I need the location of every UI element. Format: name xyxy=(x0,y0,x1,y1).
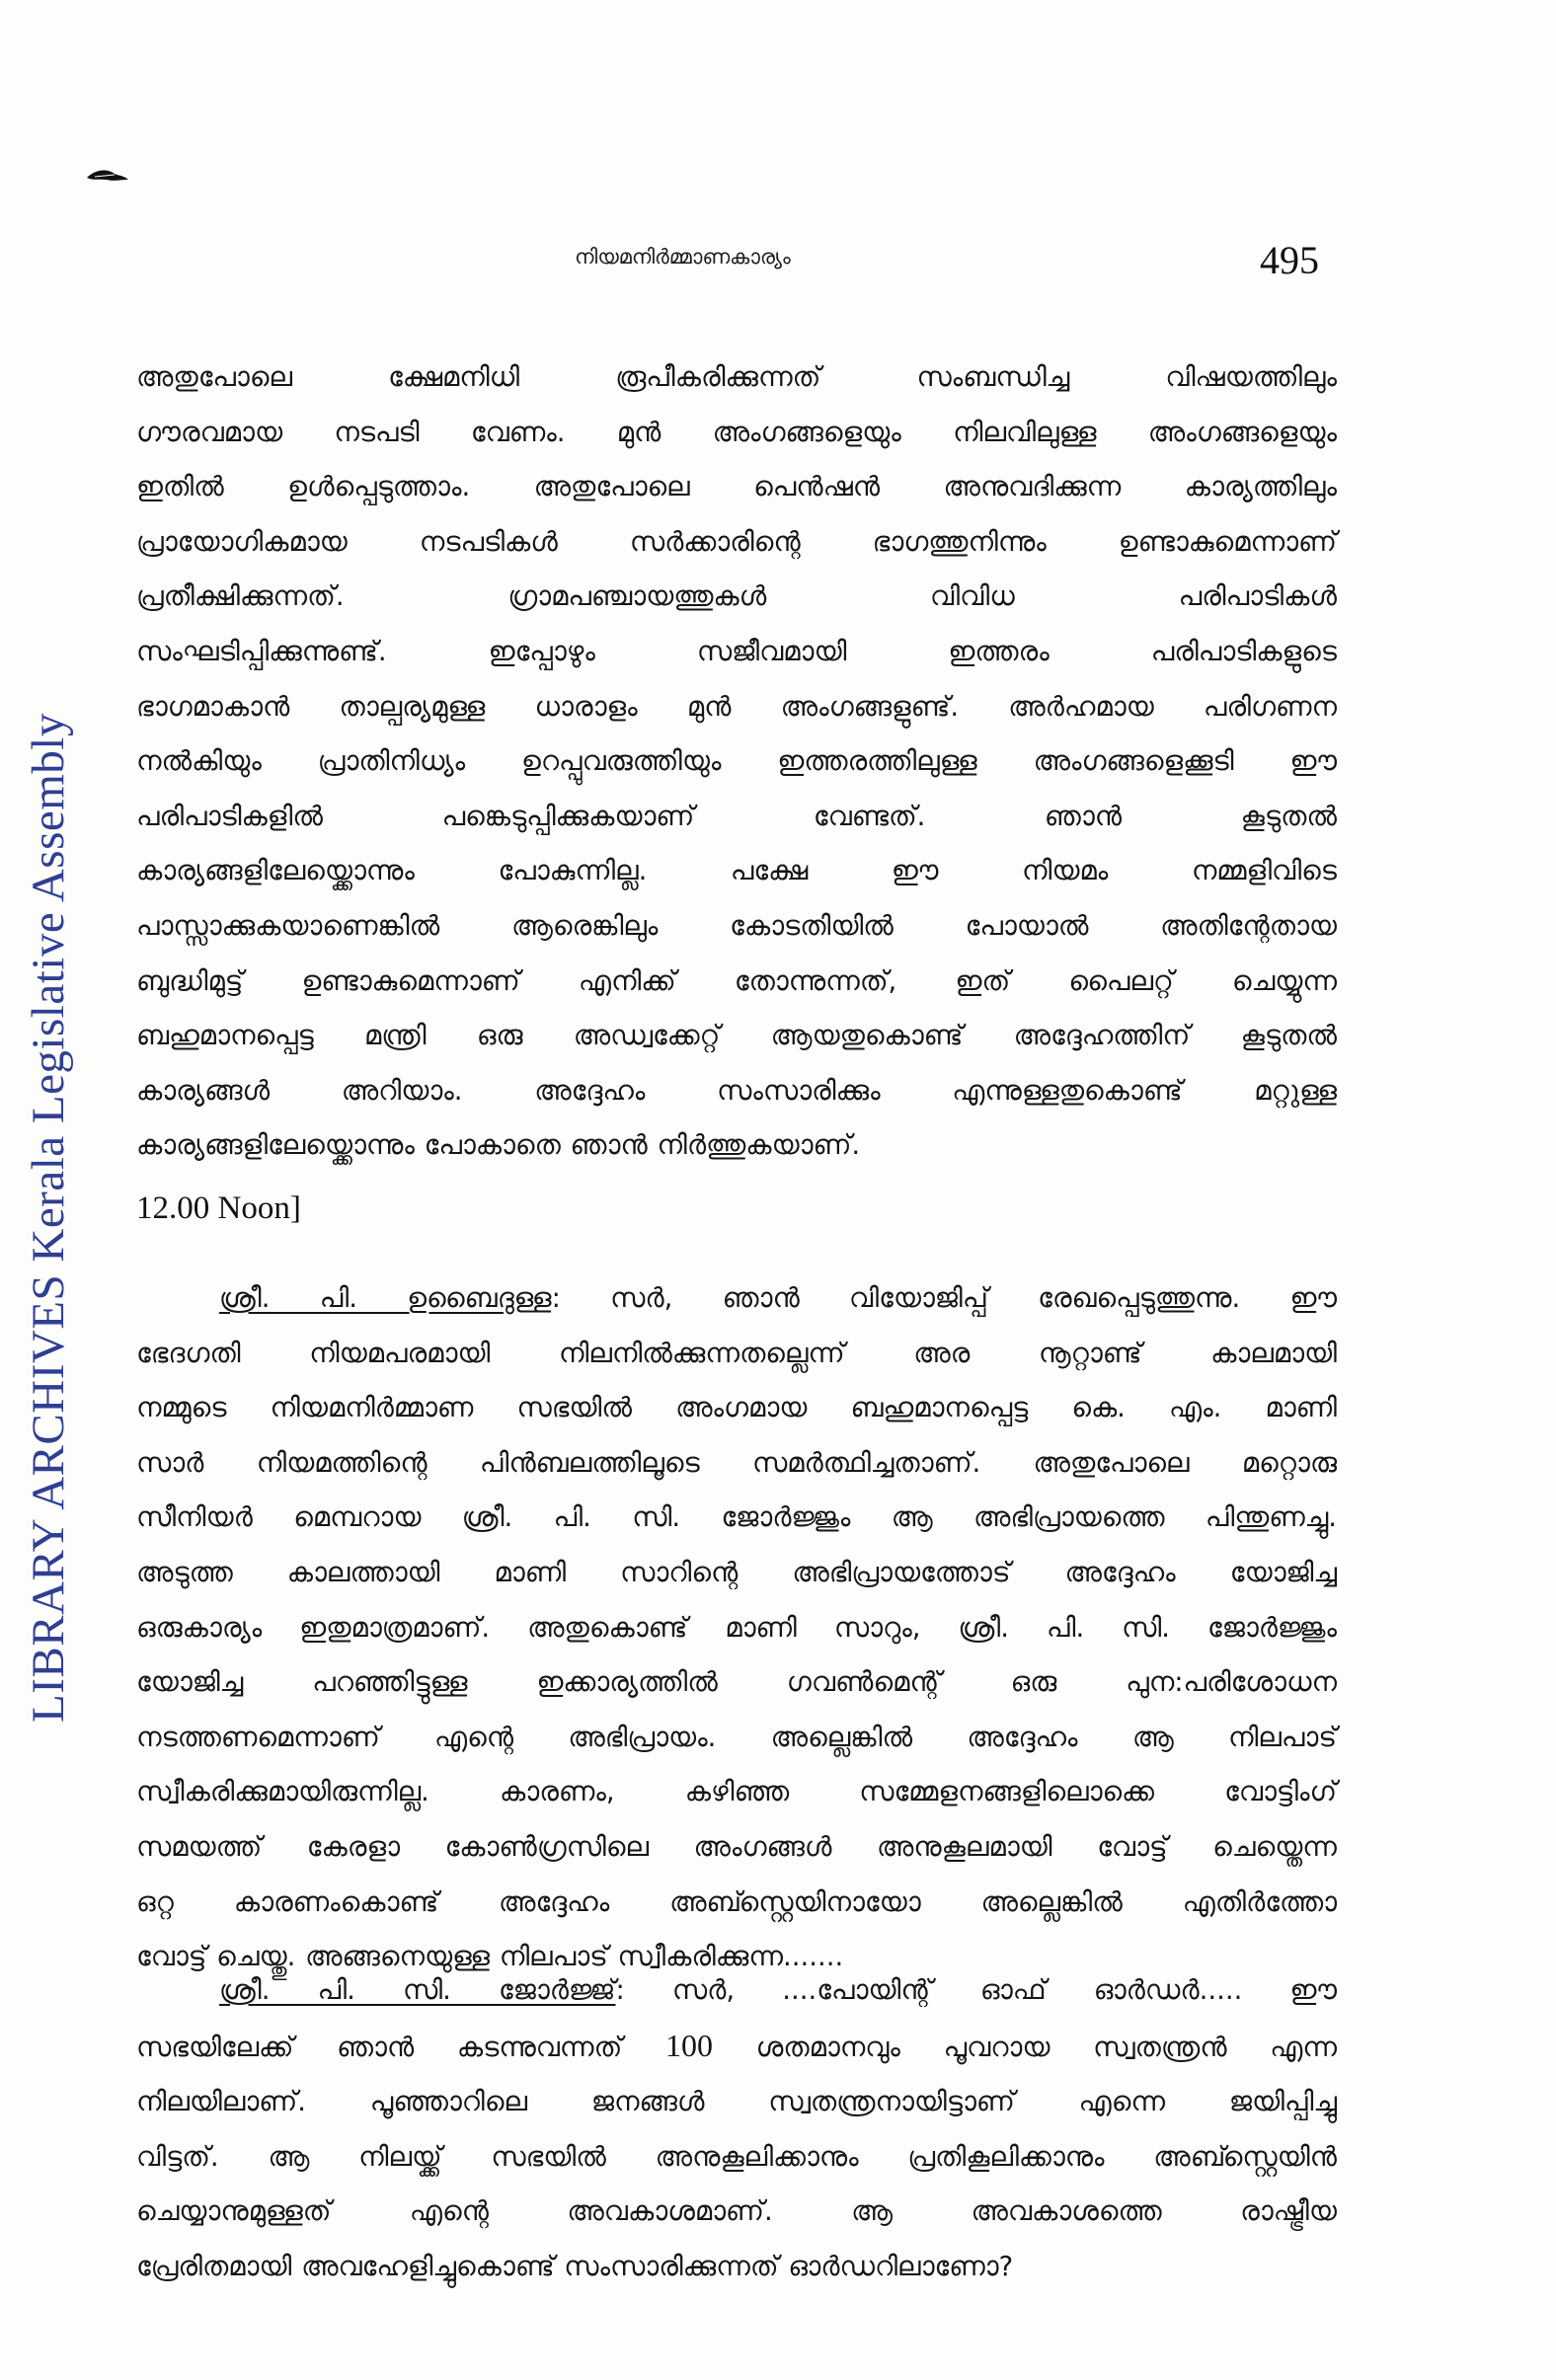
text-line: കാര്യങ്ങൾ അറിയാം. അദ്ദേഹം സംസാരിക്കും എന്നുള്ളതുകൊണ്ട് മറ്റുള്ള xyxy=(136,1074,1337,1107)
text-line: പ്രായോഗികമായ നടപടികൾ സർക്കാരിന്റെ ഭാഗത്തുനിന്നും ഉണ്ടാകുമെന്നാണ് xyxy=(136,525,1337,558)
line-text: ശതമാനവും പൂവറായ സ്വതന്ത്രൻ എന്ന xyxy=(712,2031,1337,2063)
text-line: ബുദ്ധിമുട്ട് ഉണ്ടാകുമെന്നാണ് എനിക്ക് തോന്നുന്നത്, ഇത് പൈലറ്റ് ചെയ്യുന്ന xyxy=(136,964,1337,997)
running-title: നിയമനിർമ്മാണകാര്യം xyxy=(575,245,791,269)
text-line: നൽകിയും പ്രാതിനിധ്യം ഉറപ്പുവരുത്തിയും ഇത്തരത്തിലുള്ള അംഗങ്ങളെക്കൂടി ഈ xyxy=(136,745,1337,778)
text-line: സമയത്ത് കേരളാ കോൺഗ്രസിലെ അംഗങ്ങൾ അനുകൂലമായി വോട്ട് ചെയ്തെന്ന xyxy=(136,1830,1337,1863)
text-line: അടുത്ത കാലത്തായി മാണി സാറിന്റെ അഭിപ്രായത്തോട് അദ്ദേഹം യോജിച്ച xyxy=(136,1556,1337,1588)
text-line: ഭേദഗതി നിയമപരമായി നിലനിൽക്കുന്നതല്ലെന്ന് അര നൂറ്റാണ്ട് കാലമായി xyxy=(136,1337,1337,1369)
text-line: സീനിയർ മെമ്പറായ ശ്രീ. പി. സി. ജോർജ്ജും ആ അഭിപ്രായത്തെ പിന്തുണച്ചു. xyxy=(136,1501,1337,1534)
text-line: നമ്മുടെ നിയമനിർമ്മാണ സഭയിൽ അംഗമായ ബഹുമാനപ്പെട്ട കെ. എം. മാണി xyxy=(136,1392,1337,1424)
time-stamp: 12.00 Noon] xyxy=(136,1190,301,1226)
speaker-name: ശ്രീ. പി. സി. ജോർജ്ജ് xyxy=(219,1974,616,2006)
speech-2-opening: : സർ, ....പോയിന്റ് ഓഫ് ഓർഡർ..... ഈ xyxy=(615,1974,1337,2006)
text-line: പരിപാടികളിൽ പങ്കെടുപ്പിക്കുകയാണ് വേണ്ടത്. ഞാൻ കൂടുതൽ xyxy=(136,800,1337,832)
feather-mark-icon xyxy=(85,166,130,186)
text-line: ഗൗരവമായ നടപടി വേണം. മുൻ അംഗങ്ങളെയും നിലവിലുള്ള അംഗങ്ങളെയും xyxy=(136,416,1337,448)
percent-number: 100 xyxy=(664,2027,713,2063)
text-line: സംഘടിപ്പിക്കുന്നുണ്ട്. ഇപ്പോഴും സജീവമായി ഇത്തരം പരിപാടികളുടെ xyxy=(136,635,1337,667)
text-line: ചെയ്യാനുമുള്ളത് എന്റെ അവകാശമാണ്. ആ അവകാശത്തെ രാഷ്ട്രീയ xyxy=(136,2195,1337,2228)
text-line: ഇതിൽ ഉൾപ്പെടുത്താം. അതുപോലെ പെൻഷൻ അനുവദിക്കുന്ന കാര്യത്തിലും xyxy=(136,471,1337,503)
text-line: കാര്യങ്ങളിലേയ്ക്കൊന്നും പോകുന്നില്ല. പക്ഷേ ഈ നിയമം നമ്മളിവിടെ xyxy=(136,855,1337,887)
text-line: ബഹുമാനപ്പെട്ട മന്ത്രി ഒരു അഡ്വക്കേറ്റ് ആയതുകൊണ്ട് അദ്ദേഹത്തിന് കൂടുതൽ xyxy=(136,1020,1337,1052)
speaker-name: ശ്രീ. പി. ഉബൈദുള്ള xyxy=(219,1282,552,1314)
line-text: സഭയിലേക്ക് ഞാൻ കടന്നുവന്നത് xyxy=(136,2031,665,2063)
text-line: നിലയിലാണ്. പൂഞ്ഞാറിലെ ജനങ്ങൾ സ്വതന്ത്രനായിട്ടാണ് എന്നെ ജയിപ്പിച്ചു xyxy=(136,2086,1337,2118)
text-line: ഭാഗമാകാൻ താല്പര്യമുള്ള ധാരാളം മുൻ അംഗങ്ങളുണ്ട്. അർഹമായ പരിഗണന xyxy=(136,690,1337,723)
text-line: പ്രതീക്ഷിക്കുന്നത്. ഗ്രാമപഞ്ചായത്തുകൾ വിവിധ പരിപാടികൾ xyxy=(136,580,1337,613)
speech-2-first-line xyxy=(136,1963,1337,2019)
archive-watermark: LIBRARY ARCHIVES Kerala Legislative Assembly xyxy=(23,713,74,1723)
text-line: നടത്തണമെന്നാണ് എന്റെ അഭിപ്രായം. അല്ലെങ്കിൽ അദ്ദേഹം ആ നിലപാട് xyxy=(136,1721,1337,1753)
speech-2-lines xyxy=(136,1963,1337,2295)
text-line: പ്രേരിതമായി അവഹേളിച്ചുകൊണ്ട് സംസാരിക്കുന്നത് ഓർഡറിലാണോ? xyxy=(136,2250,1014,2282)
speech-1-first-line xyxy=(136,1271,1337,1327)
text-line: ഒറ്റ കാരണംകൊണ്ട് അദ്ദേഹം അബ്സ്റ്റെയിനായോ അല്ലെങ്കിൽ എതിർത്തോ xyxy=(136,1885,1337,1918)
text-line: ഒരുകാര്യം ഇതുമാത്രമാണ്. അതുകൊണ്ട് മാണി സാറും, ശ്രീ. പി. സി. ജോർജ്ജും xyxy=(136,1611,1337,1644)
text-line: പാസ്സാക്കുകയാണെങ്കിൽ ആരെങ്കിലും കോടതിയിൽ പോയാൽ അതിന്റേതായ xyxy=(136,909,1337,942)
text-line: അതുപോലെ ക്ഷേമനിധി രൂപീകരിക്കുന്നത് സംബന്ധിച്ച വിഷയത്തിലും xyxy=(136,361,1337,393)
text-line: യോജിച്ച പറഞ്ഞിട്ടുള്ള ഇക്കാര്യത്തിൽ ഗവൺമെന്റ് ഒരു പുന:പരിശോധന xyxy=(136,1666,1337,1699)
paragraph-1-lines xyxy=(136,350,1337,1174)
speech-1 xyxy=(136,1271,1337,1985)
text-line: വോട്ട് ചെയ്തു. അങ്ങനെയുള്ള നിലപാട് സ്വീകരിക്കുന്ന....... xyxy=(136,1941,844,1973)
paragraph-1 xyxy=(136,350,1337,1174)
page-number: 495 xyxy=(1260,238,1319,282)
text-line: വിട്ടത്. ആ നിലയ്ക്ക് സഭയിൽ അനുകൂലിക്കാനും പ്രതികൂലിക്കാനും അബ്സ്റ്റെയിൻ xyxy=(136,2140,1337,2173)
speech-1-opening: : സർ, ഞാൻ വിയോജിപ്പ് രേഖപ്പെടുത്തുന്നു. ഈ xyxy=(551,1282,1337,1314)
text-line: സ്വീകരിക്കുമായിരുന്നില്ല. കാരണം, കഴിഞ്ഞ സമ്മേളനങ്ങളിലൊക്കെ വോട്ടിംഗ് xyxy=(136,1776,1337,1808)
speech-2-second-line xyxy=(136,2019,1337,2076)
text-line: കാര്യങ്ങളിലേയ്ക്കൊന്നും പോകാതെ ഞാൻ നിർത്തുകയാണ്. xyxy=(136,1129,861,1162)
text-line: സാർ നിയമത്തിന്റെ പിൻബലത്തിലൂടെ സമർത്ഥിച്ചതാണ്. അതുപോലെ മറ്റൊരു xyxy=(136,1446,1337,1479)
speech-1-lines xyxy=(136,1271,1337,1985)
speech-2 xyxy=(136,1963,1337,2295)
